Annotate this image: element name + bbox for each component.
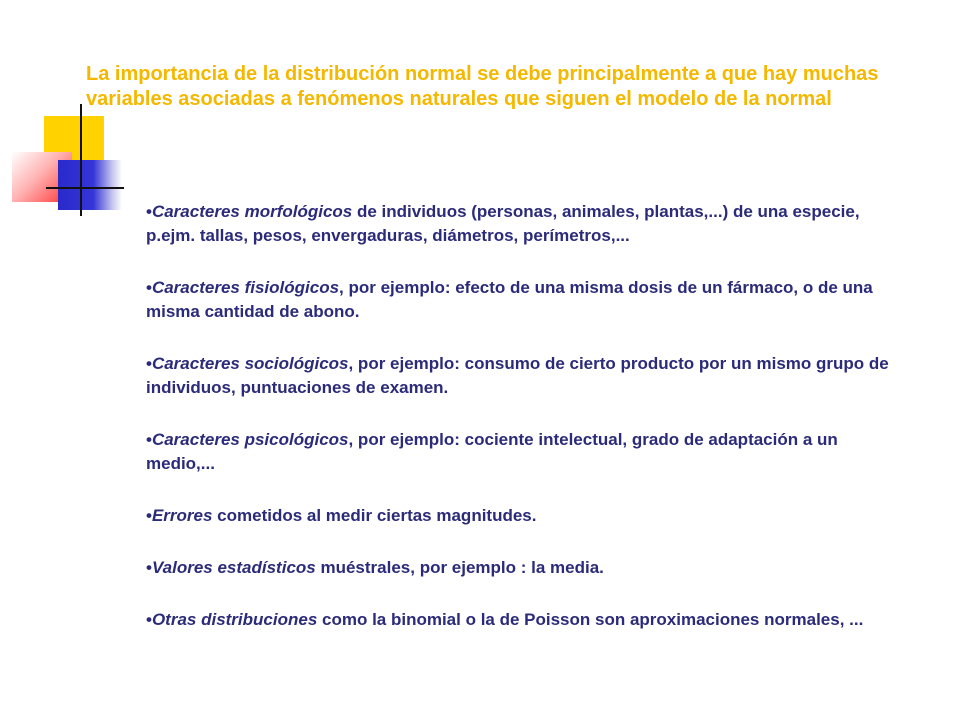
item-emphasis: Valores estadísticos (151, 558, 316, 577)
decor-vertical-line (80, 104, 82, 216)
bullet-list (146, 200, 906, 632)
item-emphasis: Caracteres fisiológicos (151, 278, 340, 297)
item-text: de individuos (personas, animales, plantas,...) de una especie, p.ejm. tallas, pesos, envergaduras, diámetros, perímetros,... (146, 202, 860, 245)
list-item (146, 352, 906, 400)
list-item (146, 504, 906, 528)
item-emphasis: Caracteres sociológicos (151, 354, 349, 373)
list-item (146, 608, 906, 632)
item-emphasis: Errores (151, 506, 213, 525)
bullet: • (146, 610, 152, 629)
slide-title: La importancia de la distribución normal se debe principalmente a que hay muchas variables asociadas a fenómenos naturales que siguen el modelo de la normal (86, 63, 879, 110)
item-emphasis: Caracteres morfológicos (151, 202, 353, 221)
bullet: • (146, 354, 152, 373)
bullet: • (146, 558, 152, 577)
decor-horizontal-line (46, 187, 124, 189)
item-text: cometidos al medir ciertas magnitudes. (212, 506, 537, 525)
list-item (146, 556, 906, 580)
bullet: • (146, 202, 152, 221)
decor-blue-square (58, 160, 122, 210)
list-item (146, 200, 906, 248)
item-text: , por ejemplo: consumo de cierto producto por un mismo grupo de individuos, puntuaciones de examen. (146, 354, 889, 397)
bullet: • (146, 278, 152, 297)
item-text: , por ejemplo: cociente intelectual, grado de adaptación a un medio,... (146, 430, 838, 473)
item-text: , por ejemplo: efecto de una misma dosis de un fármaco, o de una misma cantidad de abono. (146, 278, 873, 321)
item-emphasis: Caracteres psicológicos (151, 430, 349, 449)
list-item (146, 428, 906, 476)
list-item (146, 276, 906, 324)
bullet: • (146, 430, 152, 449)
item-text: muéstrales, por ejemplo : la media. (315, 558, 604, 577)
bullet: • (146, 506, 152, 525)
item-emphasis: Otras distribuciones (151, 610, 318, 629)
item-text: como la binomial o la de Poisson son aproximaciones normales, ... (317, 610, 864, 629)
